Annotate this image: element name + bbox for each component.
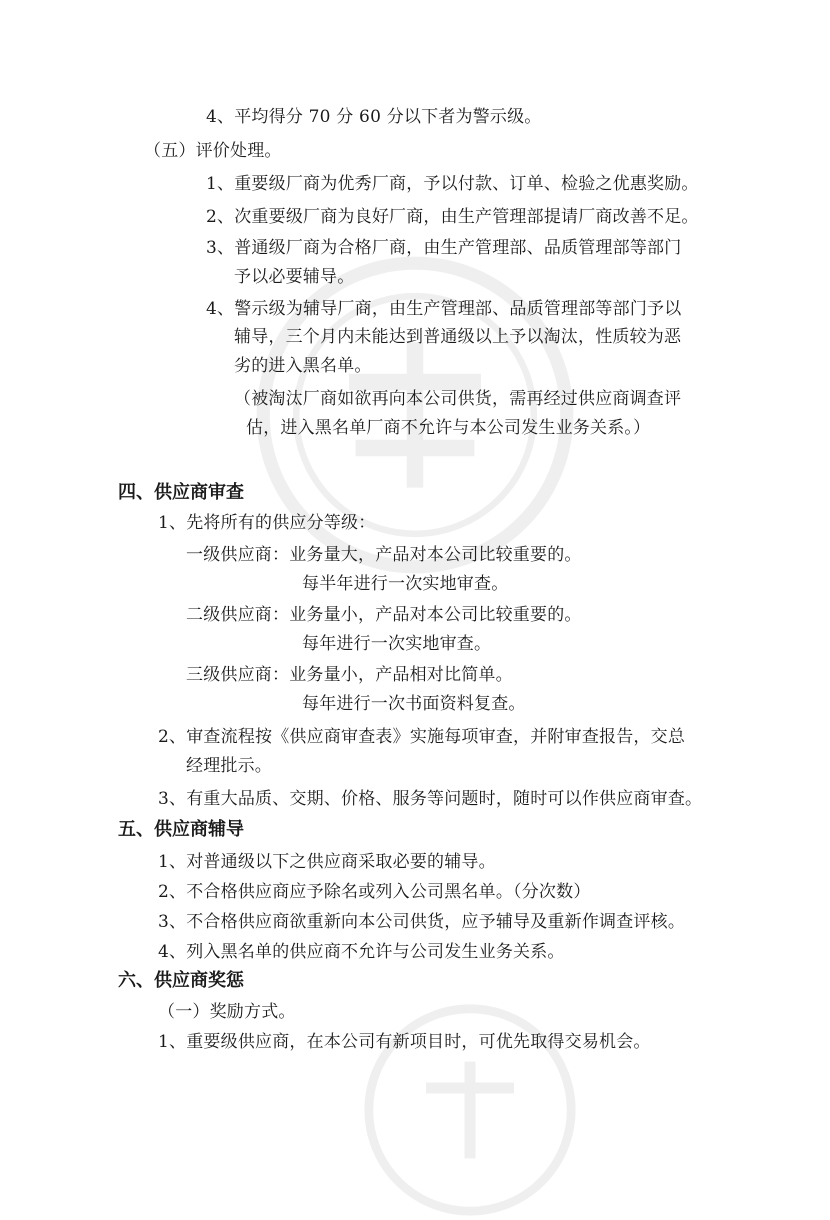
- heading-supplier-audit: 四、供应商审查: [118, 482, 244, 503]
- guidance-item-1: 1、对普通级以下之供应商采取必要的辅导。: [158, 852, 496, 872]
- audit-level-1-freq: 每半年进行一次实地审查。: [302, 574, 509, 594]
- evaluation-item-4-cont2: 劣的进入黑名单。: [234, 356, 372, 376]
- evaluation-item-2: 2、次重要级厂商为良好厂商，由生产管理部提请厂商改善不足。: [206, 207, 699, 227]
- guidance-item-4: 4、列入黑名单的供应商不允许与公司发生业务关系。: [158, 942, 565, 962]
- audit-item-1: 1、先将所有的供应分等级：: [158, 513, 376, 533]
- evaluation-note: （被淘汰厂商如欲再向本公司供货，需再经过供应商调查评: [234, 389, 682, 409]
- audit-level-2-freq: 每年进行一次实地审查。: [302, 634, 492, 654]
- evaluation-item-4-cont1: 辅导，三个月内未能达到普通级以上予以淘汰，性质较为恶: [234, 327, 682, 347]
- section-heading-evaluation: （五）评价处理。: [144, 141, 282, 161]
- rewards-item-1: 1、重要级供应商，在本公司有新项目时，可优先取得交易机会。: [158, 1032, 651, 1052]
- audit-item-2: 2、审查流程按《供应商审查表》实施每项审查，并附审查报告，交总: [158, 727, 686, 747]
- guidance-item-2: 2、不合格供应商应予除名或列入公司黑名单。（分次数）: [158, 882, 591, 902]
- audit-level-3: 三级供应商：业务量小，产品相对比简单。: [186, 665, 513, 685]
- audit-level-3-freq: 每年进行一次书面资料复查。: [302, 694, 526, 714]
- rewards-subheading: （一）奖励方式。: [158, 1002, 296, 1022]
- evaluation-item-3-cont: 予以必要辅导。: [234, 267, 355, 287]
- criteria-item-4: 4、平均得分 70 分 60 分以下者为警示级。: [206, 107, 542, 127]
- heading-supplier-rewards: 六、供应商奖惩: [118, 970, 244, 991]
- evaluation-item-1: 1、重要级厂商为优秀厂商，予以付款、订单、检验之优惠奖励。: [206, 174, 699, 194]
- evaluation-note-cont: 估，进入黑名单厂商不允许与本公司发生业务关系。）: [246, 418, 651, 438]
- evaluation-item-4: 4、警示级为辅导厂商，由生产管理部、品质管理部等部门予以: [206, 299, 682, 319]
- evaluation-item-3: 3、普通级厂商为合格厂商，由生产管理部、品质管理部等部门: [206, 238, 682, 258]
- audit-item-3: 3、有重大品质、交期、价格、服务等问题时，随时可以作供应商审查。: [158, 789, 703, 809]
- heading-supplier-guidance: 五、供应商辅导: [118, 819, 244, 840]
- audit-item-2-cont: 经理批示。: [186, 756, 272, 776]
- guidance-item-3: 3、不合格供应商欲重新向本公司供货，应予辅导及重新作调查评核。: [158, 912, 686, 932]
- audit-level-1: 一级供应商：业务量大，产品对本公司比较重要的。: [186, 545, 582, 565]
- audit-level-2: 二级供应商：业务量小，产品对本公司比较重要的。: [186, 605, 582, 625]
